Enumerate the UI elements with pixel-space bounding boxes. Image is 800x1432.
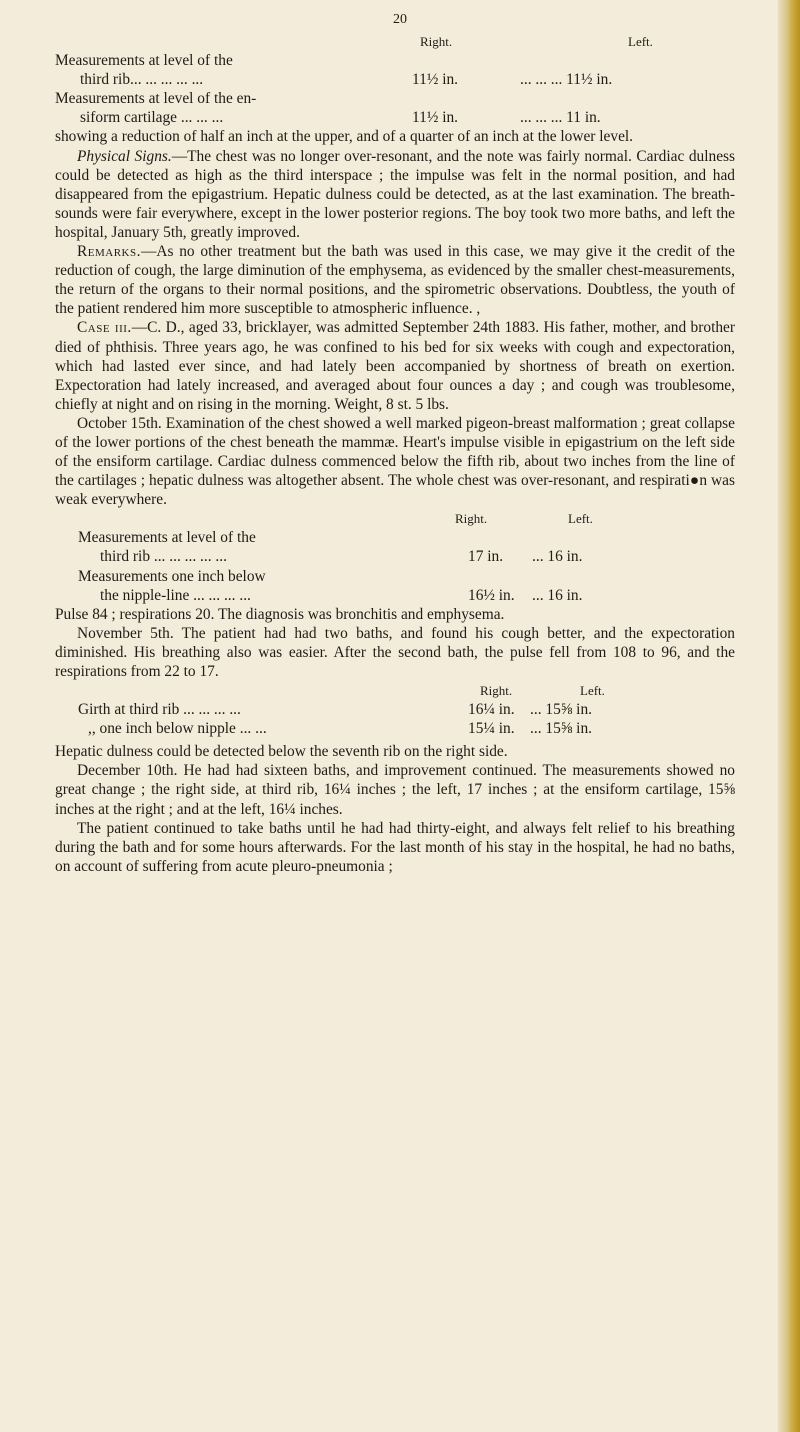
table2-row <box>0 567 770 586</box>
table3-right-value: 15¼ in. <box>468 720 515 738</box>
table1-row <box>0 51 770 70</box>
table2-label: third rib ... ... ... ... ... <box>100 548 227 566</box>
table2-row <box>0 547 770 566</box>
table2-label: Measurements one inch below <box>78 567 266 585</box>
table1-head-right: Right. <box>420 34 453 50</box>
table1-head-left: Left. <box>628 34 653 50</box>
table1-label: Measurements at level of the <box>55 52 233 70</box>
table2-head-left: Left. <box>568 511 593 527</box>
table3-head-left: Left. <box>580 683 605 699</box>
table2-label: Measurements at level of the <box>78 529 256 547</box>
table1-left-value: ... ... ... 11 in. <box>520 109 601 127</box>
table2-row <box>0 586 770 605</box>
paragraph: October 15th. Examination of the chest showed a well marked pigeon-breast malformation ; great collapse of the lower portions of the chest beneath the mammæ. Heart's impulse visible in epigastrium on the left side of the ensiform cartilage. Cardiac dulness commenced below the fifth rib, about two inches from the line of the cartilages ; hepatic dulness was altogether absent. The whole chest was over-resonant, and respirati●n was weak everywhere. <box>55 414 735 509</box>
table2-right-value: 17 in. <box>468 548 504 566</box>
table3-row <box>0 719 770 738</box>
table2-head-right: Right. <box>455 511 488 527</box>
paragraph <box>0 318 735 413</box>
table3-left-value: ... 15⅝ in. <box>530 720 592 738</box>
paragraph: Hepatic dulness could be detected below the seventh rib on the right side. <box>55 743 508 761</box>
paragraph: Pulse 84 ; respirations 20. The diagnosis was bronchitis and emphysema. <box>55 605 505 623</box>
table2-right-value: 16½ in. <box>468 586 515 604</box>
paragraph-heading: Case iii. <box>77 319 132 337</box>
table3-head-right: Right. <box>480 683 513 699</box>
table2-left-value: ... 16 in. <box>532 548 583 566</box>
paragraph <box>0 147 735 242</box>
table1-left-value: ... ... ... 11½ in. <box>520 71 613 89</box>
page-edge <box>778 0 800 1432</box>
paragraph-text: —The chest was no longer over-resonant, and the note was fairly normal. Cardiac dulness could be detected as high as the third interspace ; the impulse was felt in the normal position, and had disappeared from the epigastrium. Hepatic dulness could be detected, as at the last examination. The breath-sounds were fair everywhere, except in the lower posterior regions. The boy took two more baths, and left the hospital, January 5th, greatly improved. <box>55 147 736 241</box>
paragraph-heading: Physical Signs. <box>77 147 172 165</box>
table3-row <box>0 700 770 719</box>
table1-row <box>0 89 770 108</box>
paragraph-text: —C. D., aged 33, bricklayer, was admitted September 24th 1883. His father, mother, and brother died of phthisis. Three years ago, he was confined to his bed for six weeks with cough and expectoration, which had lasted ever since, and had lately been accompanied by shortness of breath on exertion. Expectoration had lately increased, and averaged about four ounces a day ; and cough was troublesome, chiefly at night and on rising in the morning. Weight, 8 st. 5 lbs. <box>55 319 735 413</box>
table1-header <box>0 32 770 51</box>
table2-label: the nipple-line ... ... ... ... <box>100 586 251 604</box>
table1-row <box>0 70 770 89</box>
paragraph: November 5th. The patient had had two baths, and found his cough better, and the expectoration diminished. His breathing also was easier. After the second bath, the pulse fell from 108 to 96, and the respirations from 22 to 17. <box>55 624 735 680</box>
table1-label: third rib... ... ... ... ... <box>80 71 204 89</box>
paragraph: The patient continued to take baths until he had had thirty-eight, and always felt relief to his breathing during the bath and for some hours afterwards. For the last month of his stay in the hospital, he had no baths, on account of suffering from acute pleuro-pneumonia ; <box>55 819 735 875</box>
table3-left-value: ... 15⅝ in. <box>530 701 592 719</box>
table3-label: ,, one inch below nipple ... ... <box>88 720 267 738</box>
table1-right-value: 11½ in. <box>412 71 459 89</box>
paragraph: showing a reduction of half an inch at the upper, and of a quarter of an inch at the lower level. <box>55 128 634 146</box>
table3-label: Girth at third rib ... ... ... ... <box>78 701 241 719</box>
paragraph: December 10th. He had had sixteen baths, and improvement continued. The measurements showed no great change ; the right side, at third rib, 16¼ inches ; the left, 17 inches ; at the ensiform cartilage, 15⅝ inches at the right ; and at the left, 16¼ inches. <box>55 762 735 818</box>
paragraph-heading: Remarks. <box>77 243 141 261</box>
paragraph <box>0 242 735 318</box>
table1-right-value: 11½ in. <box>412 109 459 127</box>
table2-header <box>0 509 770 528</box>
table2-left-value: ... 16 in. <box>532 586 583 604</box>
table2-row <box>0 528 770 547</box>
table1-row <box>0 108 770 127</box>
page-number: 20 <box>393 12 407 27</box>
table3-right-value: 16¼ in. <box>468 701 515 719</box>
table1-label: Measurements at level of the en- <box>55 90 257 108</box>
paragraph-text: —As no other treatment but the bath was used in this case, we may give it the credit of the reduction of cough, the large diminution of the emphysema, as evidenced by the smaller chest-measurements, the return of the organs to their normal positions, and the spirometric observations. Doubtless, the youth of the patient rendered him more susceptible to atmospheric influence. , <box>55 243 735 318</box>
table1-label: siform cartilage ... ... ... <box>80 109 224 127</box>
table3-header <box>0 681 770 700</box>
